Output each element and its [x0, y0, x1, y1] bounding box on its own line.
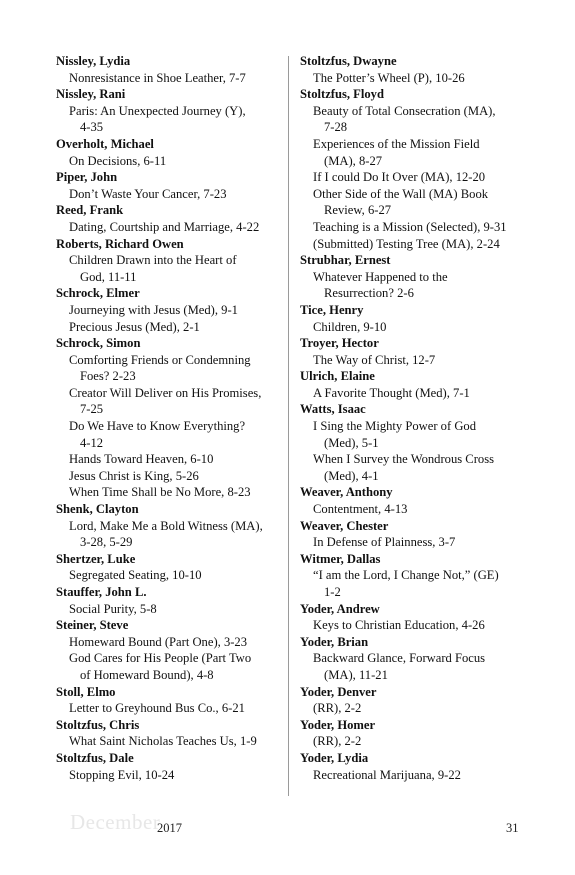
index-author: Yoder, Andrew [300, 601, 380, 616]
page-footer [0, 810, 575, 840]
index-entry [299, 186, 520, 219]
index-entry [299, 567, 520, 600]
index-entry-line: (MA), 11-21 [324, 667, 388, 682]
index-author: Stoltzfus, Dwayne [300, 54, 397, 68]
index-entry-line: (Med), 5-1 [324, 435, 379, 450]
index-entry-line: 4-12 [80, 435, 104, 450]
index-entry [55, 385, 276, 418]
index-author: Ulrich, Elaine [300, 369, 375, 384]
index-entry: A Favorite Thought (Med), 7-1 [313, 385, 470, 400]
footer-year: 2017 [157, 821, 182, 835]
index-entry [299, 650, 520, 683]
index-entry-line: 7-28 [324, 120, 348, 135]
index-author: Stauffer, John L. [56, 585, 147, 599]
index-entry-line: Foes? 2-23 [80, 369, 136, 384]
index-author: Weaver, Anthony [300, 485, 393, 500]
index-entry: Precious Jesus (Med), 2-1 [69, 319, 200, 334]
index-entry-line: Comforting Friends or Condemning [69, 352, 251, 367]
index-entry: What Saint Nicholas Teaches Us, 1-9 [69, 734, 257, 749]
index-author: Yoder, Denver [300, 684, 377, 699]
index-entry [299, 269, 520, 302]
index-author: Nissley, Rani [56, 87, 126, 102]
index-author: Troyer, Hector [300, 336, 379, 351]
index-column-right [300, 53, 520, 783]
index-entry: Segregated Seating, 10-10 [69, 568, 202, 583]
index-author: Nissley, Lydia [56, 54, 131, 68]
index-author: Yoder, Brian [300, 634, 369, 649]
index-entry-line: When I Survey the Wondrous Cross [313, 452, 494, 467]
index-entry-line: (Med), 4-1 [324, 468, 379, 483]
index-entry-line: Paris: An Unexpected Journey (Y), [69, 103, 246, 118]
index-author: Schrock, Elmer [56, 286, 140, 301]
index-entry: On Decisions, 6-11 [69, 153, 167, 168]
footer-month-watermark: December [70, 810, 161, 834]
index-author: Strubhar, Ernest [300, 253, 391, 268]
index-entry [55, 650, 276, 683]
index-entry: Children, 9-10 [313, 319, 387, 334]
page-number: 31 [506, 821, 519, 835]
index-entry: Social Purity, 5-8 [69, 601, 157, 616]
index-entry-line: Creator Will Deliver on His Promises, [69, 385, 262, 400]
index-entry: In Defense of Plainness, 3-7 [313, 535, 456, 550]
index-entry [299, 418, 520, 451]
index-author: Witmer, Dallas [300, 551, 381, 566]
index-entry: The Potter’s Wheel (P), 10-26 [313, 70, 465, 85]
index-entry-line: God, 11-11 [80, 269, 137, 284]
index-entry [299, 451, 520, 484]
index-entry-line: 1-2 [324, 585, 341, 599]
index-entry: Stopping Evil, 10-24 [69, 767, 175, 782]
index-author: Roberts, Richard Owen [56, 236, 184, 251]
index-entry [299, 136, 520, 169]
index-entry-line: Lord, Make Me a Bold Witness (MA), [69, 518, 263, 533]
index-entry: (RR), 2-2 [313, 734, 362, 749]
index-entry-line: Whatever Happened to the [313, 269, 448, 284]
index-author: Stoltzfus, Dale [56, 750, 134, 765]
index-entry: Teaching is a Mission (Selected), 9-31 [313, 219, 507, 234]
index-entry: Contentment, 4-13 [313, 502, 408, 517]
index-entry-line: I Sing the Mighty Power of God [313, 419, 477, 434]
index-entry-line: 4-35 [80, 120, 104, 135]
index-entry [55, 418, 276, 451]
index-column-left [56, 53, 276, 783]
index-entry: (RR), 2-2 [313, 701, 362, 716]
index-author: Watts, Isaac [300, 402, 366, 417]
index-entry-line: (MA), 8-27 [324, 153, 383, 168]
index-entry-line: “I am the Lord, I Change Not,” (GE) [313, 568, 499, 583]
index-entry-line: Beauty of Total Consecration (MA), [313, 103, 496, 118]
index-author: Stoltzfus, Chris [56, 717, 140, 732]
index-author: Yoder, Homer [300, 717, 376, 732]
index-author: Stoll, Elmo [56, 684, 116, 699]
index-entry-line: 3-28, 5-29 [80, 535, 133, 550]
index-entry: Nonresistance in Shoe Leather, 7-7 [69, 70, 246, 85]
index-entry-line: of Homeward Bound), 4-8 [80, 667, 214, 682]
index-entry [55, 103, 276, 136]
index-entry [55, 352, 276, 385]
index-entry: Dating, Courtship and Marriage, 4-22 [69, 219, 260, 234]
index-author: Tice, Henry [300, 302, 364, 317]
index-entry: Keys to Christian Education, 4-26 [313, 618, 485, 633]
index-entry: Jesus Christ is King, 5-26 [69, 468, 199, 483]
index-author: Steiner, Steve [56, 618, 129, 633]
index-entry-line: Review, 6-27 [324, 203, 392, 218]
index-entry [299, 103, 520, 136]
index-author: Yoder, Lydia [300, 750, 369, 765]
index-entry-line: Do We Have to Know Everything? [69, 419, 246, 434]
index-author: Weaver, Chester [300, 518, 389, 533]
index-entry-line: Children Drawn into the Heart of [69, 253, 237, 268]
index-entry: When Time Shall be No More, 8-23 [69, 485, 251, 500]
index-author: Shenk, Clayton [56, 502, 139, 517]
index-entry-line: Experiences of the Mission Field [313, 136, 480, 151]
index-entry-line: God Cares for His People (Part Two [69, 651, 252, 666]
index-entry: The Way of Christ, 12-7 [313, 352, 436, 367]
index-entry [55, 252, 276, 285]
index-entry: Don’t Waste Your Cancer, 7-23 [69, 186, 227, 201]
index-entry: Recreational Marijuana, 9-22 [313, 767, 461, 782]
index-author: Overholt, Michael [56, 136, 154, 151]
index-entry-line: Resurrection? 2-6 [324, 286, 414, 301]
index-author: Reed, Frank [56, 203, 124, 218]
index-author: Piper, John [56, 170, 118, 185]
index-entry: Hands Toward Heaven, 6-10 [69, 452, 214, 467]
index-author: Shertzer, Luke [56, 551, 136, 566]
index-entry: (Submitted) Testing Tree (MA), 2-24 [313, 236, 500, 251]
index-entry: Letter to Greyhound Bus Co., 6-21 [69, 701, 245, 716]
index-entry-line: 7-25 [80, 402, 104, 417]
index-entry [55, 518, 276, 551]
index-entry: Homeward Bound (Part One), 3-23 [69, 634, 248, 649]
column-divider [288, 56, 289, 796]
index-author: Stoltzfus, Floyd [300, 87, 384, 102]
index-entry: Journeying with Jesus (Med), 9-1 [69, 302, 238, 317]
index-entry-line: Backward Glance, Forward Focus [313, 651, 486, 666]
index-author: Schrock, Simon [56, 336, 141, 351]
index-entry-line: Other Side of the Wall (MA) Book [313, 186, 489, 201]
index-entry: If I could Do It Over (MA), 12-20 [313, 170, 486, 185]
